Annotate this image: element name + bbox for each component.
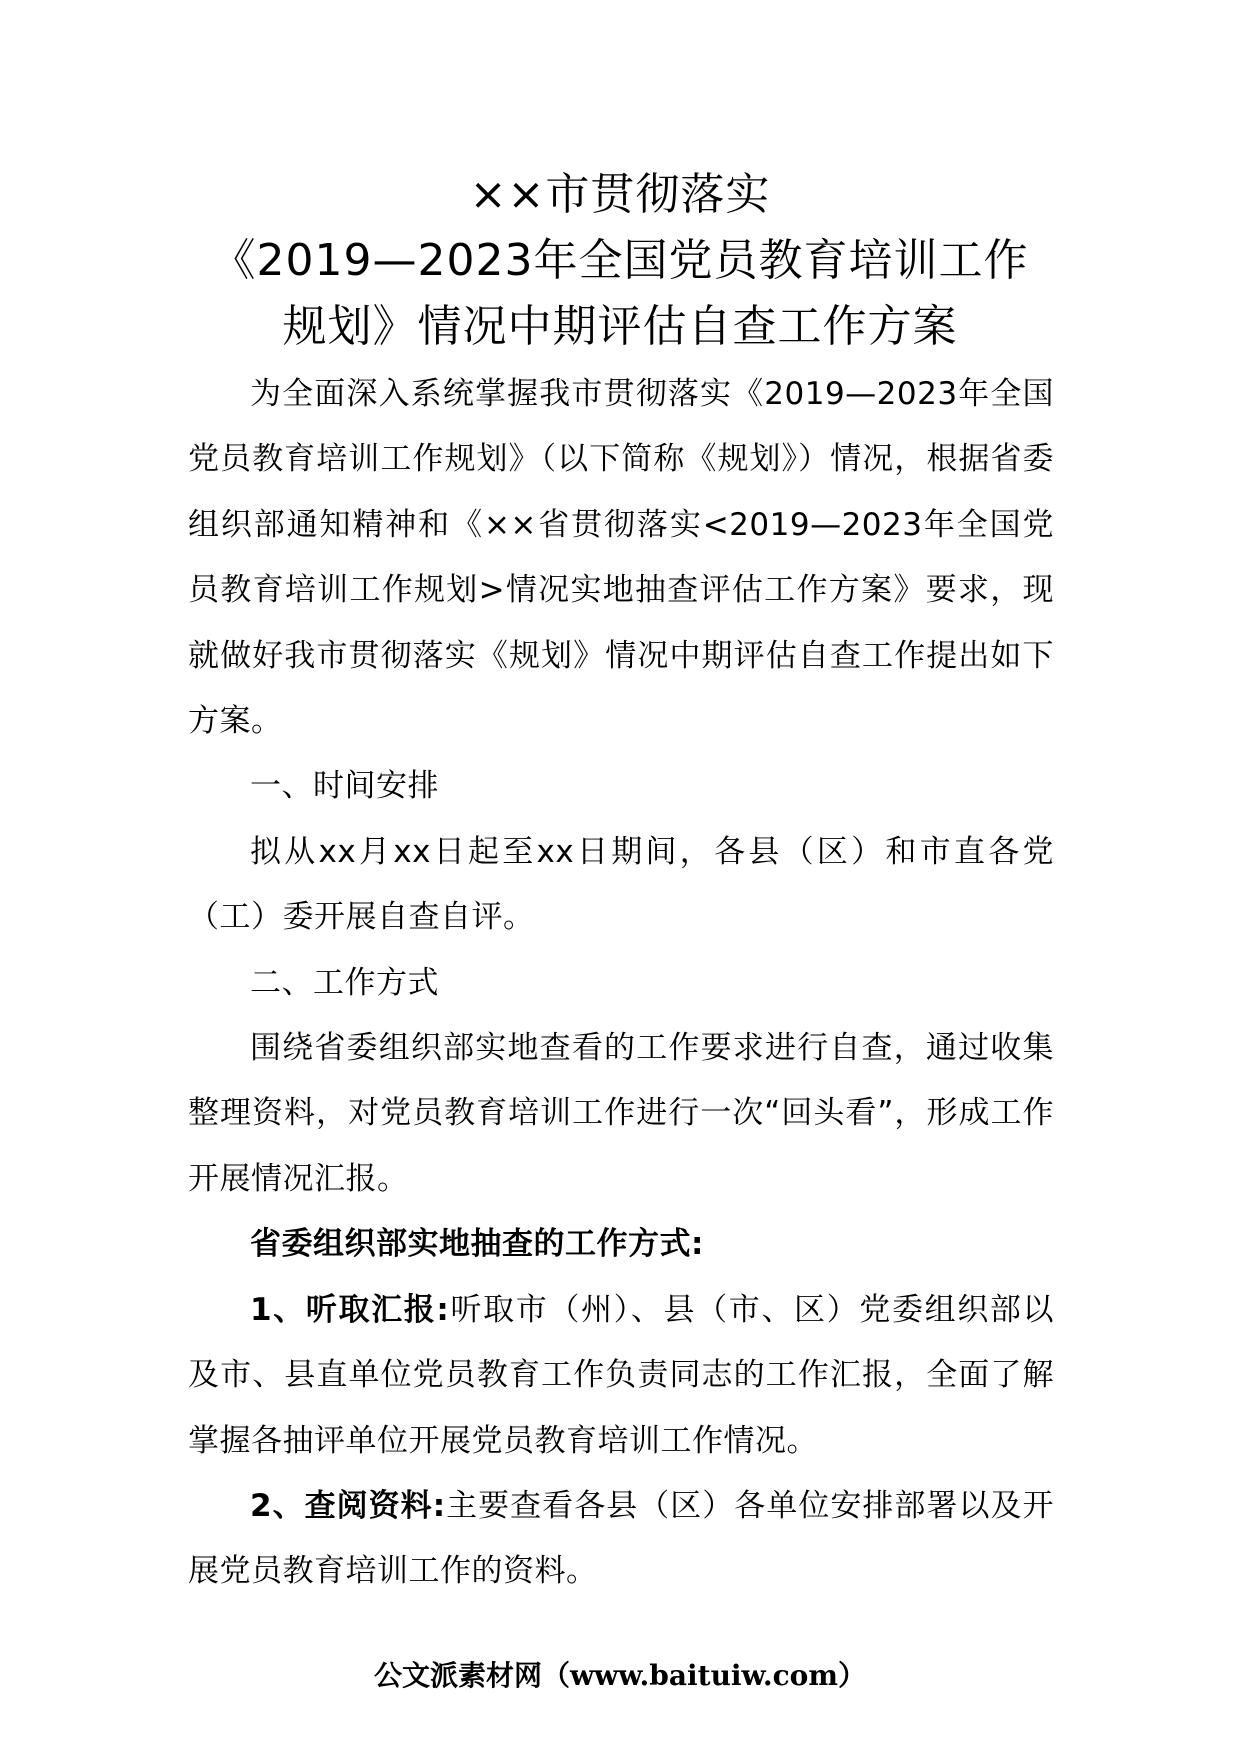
intro-paragraph: 为全面深入系统掌握我市贯彻落实《2019—2023年全国党员教育培训工作规划》（以下简称《规划》）情况，根据省委组织部通知精神和《××省贯彻落实<2019—2023年全国党员教育培训工作规划>情况实地抽查评估工作方案》要求，现就做好我市贯彻落实《规划》情况中期评估自查工作提出如下方案。: [188, 376, 1054, 740]
item-2-label: 2、查阅资料:: [250, 1487, 446, 1524]
title-line-3: 规划》情况中期评估自查工作方案: [282, 301, 958, 352]
document-title: [150, 162, 1090, 360]
item-1-paragraph: [188, 1278, 1054, 1474]
document-body: [188, 362, 1054, 1605]
subheading-inspection-methods: 省委组织部实地抽查的工作方式:: [250, 1226, 704, 1263]
footer-watermark-text: 公文派素材网（www.baituiw.com）: [374, 1659, 866, 1692]
title-line-1: ××市贯彻落实: [469, 169, 771, 220]
section-2-paragraph: 围绕省委组织部实地查看的工作要求进行自查，通过收集整理资料，对党员教育培训工作进行一次“回头看”，形成工作开展情况汇报。: [188, 1030, 1054, 1197]
title-line-2: 《2019—2023年全国党员教育培训工作: [211, 235, 1029, 286]
item-2-paragraph: [188, 1474, 1054, 1605]
section-1-paragraph: 拟从xx月xx日起至xx日期间，各县（区）和市直各党（工）委开展自查自评。: [188, 833, 1054, 936]
item-1-label: 1、听取汇报:: [250, 1291, 450, 1328]
item-1-text: 听取市（州）、县（市、区）党委组织部以及市、县直单位党员教育工作负责同志的工作汇报，全面了解掌握各抽评单位开展党员教育培训工作情况。: [188, 1291, 1055, 1459]
item-2-text: 主要查看各县（区）各单位安排部署以及开展党员教育培训工作的资料。: [188, 1487, 1054, 1590]
section-2-heading: 二、工作方式: [250, 964, 439, 1001]
section-1-heading: 一、时间安排: [250, 768, 439, 805]
